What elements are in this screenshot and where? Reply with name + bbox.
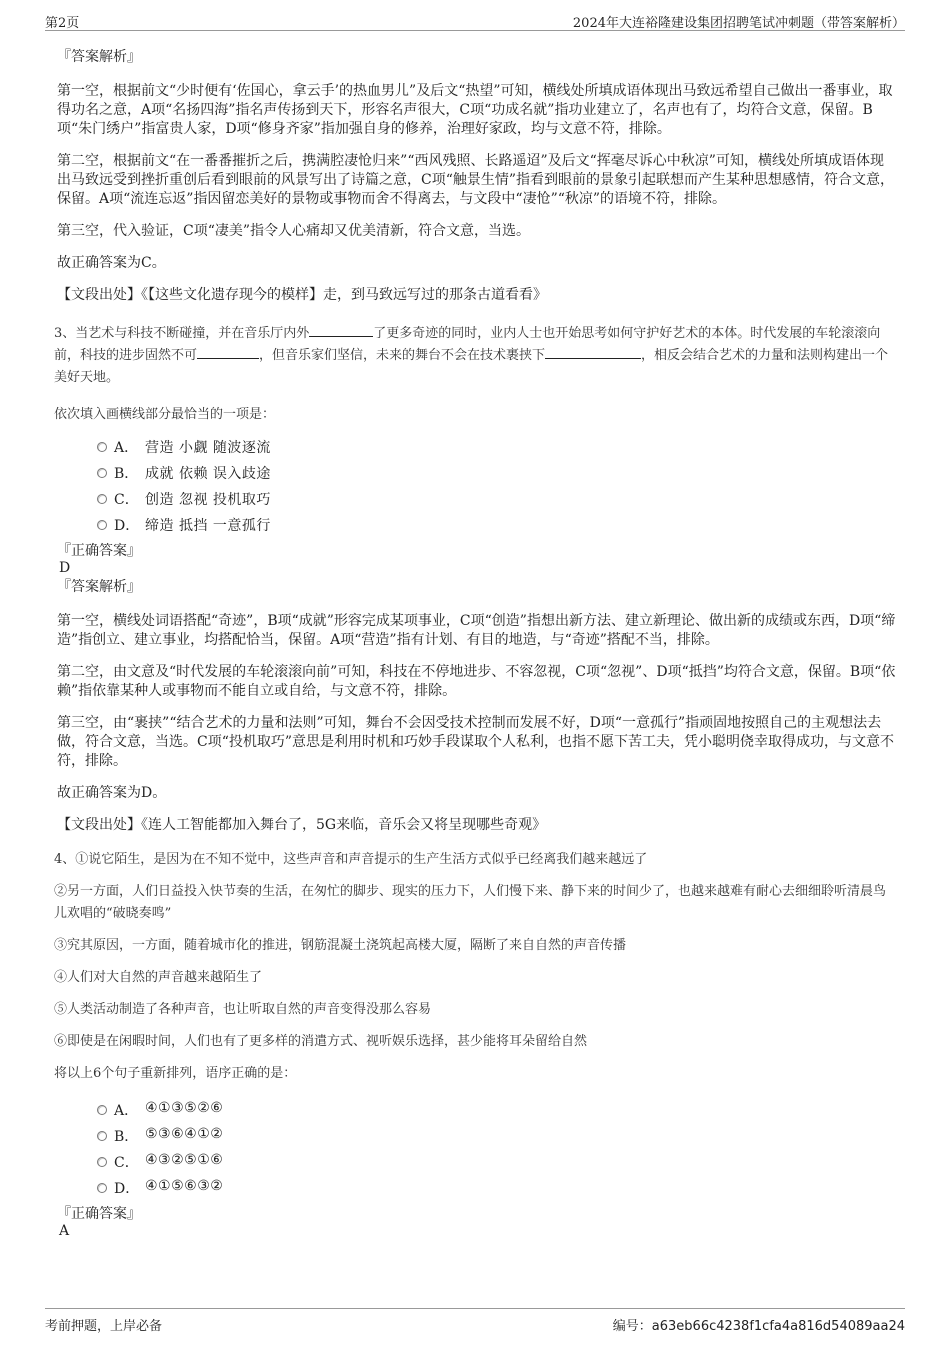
analysis-paragraph: 第三空，代入验证，C项“凄美”指令人心痛却又优美清新，符合文意，当选。	[57, 223, 531, 239]
option-b[interactable]: B． ⑤③⑥④①②	[57, 1125, 897, 1151]
analysis-paragraph: 故正确答案为C。	[57, 255, 166, 271]
fill-blank	[197, 346, 259, 359]
correct-answer: A	[59, 1223, 70, 1239]
sentence-item: ④人们对大自然的声音越来越陌生了	[54, 970, 263, 985]
radio-icon[interactable]	[97, 1183, 107, 1193]
sentence-item: ⑥即使是在闲暇时间，人们也有了更多样的消遣方式、视听娱乐选择，甚少能将耳朵留给自然	[54, 1034, 588, 1049]
radio-icon[interactable]	[97, 468, 107, 478]
document-id: 编号：a63eb66c4238f1cfa4a816d54089aa24	[612, 1319, 905, 1334]
sentence-item: 4、①说它陌生，是因为在不知不觉中，这些声音和声音提示的生产生活方式似乎已经离我们越来越远了	[54, 852, 648, 867]
page-header	[45, 8, 905, 31]
correct-answer-label: 『正确答案』	[57, 543, 141, 559]
analysis-paragraph: 第二空，根据前文“在一番番摧折之后，携满腔凄怆归来”“西风残照、长路遥迢”及后文“挥毫尽诉心中秋凉”可知，横线处所填成语体现出马致远受到挫折重创后看到眼前的风景写出了诗篇之意，C项“触景生情”指看到眼前的景象引起联想而产生某种思想感情，符合文意，保留。A项“流连忘返”指因留恋美好的景物或事物而舍不得离去，与文段中“凄怆”“秋凉”的语境不符，排除。	[57, 153, 895, 207]
radio-icon[interactable]	[97, 1131, 107, 1141]
option-b[interactable]: B． 成就 依赖 误入歧途	[57, 462, 897, 488]
analysis-paragraph: 第一空，横线处词语搭配“奇迹”，B项“成就”形容完成某项事业，C项“创造”指想出新方法、建立新理论、做出新的成绩或东西，D项“缔造”指创立、建立事业，均搭配恰当，保留。A项“营造”指有计划、有目的地造，与“奇迹”搭配不当，排除。	[57, 613, 896, 648]
radio-icon[interactable]	[97, 520, 107, 530]
fill-blank	[309, 324, 373, 337]
sentence-item: ③究其原因，一方面，随着城市化的推进，钢筋混凝土浇筑起高楼大厦，隔断了来自自然的声音传播	[54, 938, 627, 953]
radio-icon[interactable]	[97, 1105, 107, 1115]
question-prompt: 依次填入画横线部分最恰当的一项是：	[54, 407, 276, 422]
sentence-item: ⑤人类活动制造了各种声音，也让听取自然的声音变得没那么容易	[54, 1002, 432, 1017]
sentence-item: ②另一方面，人们日益投入快节奏的生活，在匆忙的脚步、现实的压力下，人们慢下来、静下来的时间少了，也越来越难有耐心去细细聆听清晨鸟儿欢唱的“破晓奏鸣”	[54, 884, 887, 921]
analysis-label: 『答案解析』	[57, 579, 141, 595]
question-prompt: 将以上6个句子重新排列，语序正确的是：	[54, 1066, 297, 1081]
option-d[interactable]: D． ④①⑤⑥③②	[57, 1177, 897, 1203]
option-c[interactable]: C． ④③②⑤①⑥	[57, 1151, 897, 1177]
source-citation: 【文段出处】《【这些文化遗存现今的模样】走，到马致远写过的那条古道看看》	[57, 287, 547, 303]
analysis-paragraph: 第三空，由“裹挟”“结合艺术的力量和法则”可知，舞台不会因受技术控制而发展不好，D项“一意孤行”指顽固地按照自己的主观想法去做，符合文意，当选。C项“投机取巧”意思是利用时机和巧妙手段谋取个人私利，也指不愿下苦工夫，凭小聪明侥幸取得成功，与文意不符，排除。	[57, 715, 895, 769]
fill-blank	[545, 346, 641, 359]
page-number: 第2页	[45, 16, 80, 31]
analysis-label: 『答案解析』	[57, 49, 141, 65]
option-a[interactable]: A． 营造 小觑 随波逐流	[57, 436, 897, 462]
option-c[interactable]: C． 创造 忽视 投机取巧	[57, 488, 897, 514]
page-footer	[45, 1308, 905, 1333]
correct-answer: D	[59, 560, 71, 576]
correct-answer-label: 『正确答案』	[57, 1206, 141, 1222]
analysis-paragraph: 故正确答案为D。	[57, 785, 167, 801]
footer-slogan: 考前押题，上岸必备	[45, 1319, 163, 1334]
question-stem: 3、当艺术与科技不断碰撞，并在音乐厅内外 了更多奇迹的同时，业内人士也开始思考如何守护好艺术的本体。时代发展的车轮滚滚向前，科技的进步固然不可 ，但音乐家们坚信，未来的舞台不会在技术裹挟下 ，相反会结合艺术的力量和法则构建出一个美好天地。	[54, 326, 889, 385]
radio-icon[interactable]	[97, 494, 107, 504]
main-content	[54, 40, 897, 1239]
analysis-paragraph: 第一空，根据前文“少时便有‘佐国心，拿云手’的热血男儿”及后文“热望”可知，横线处所填成语体现出马致远希望自己做出一番事业，取得功名之意，A项“名扬四海”指名声传扬到天下，形容名声很大，C项“功成名就”指功业建立了，名声也有了，均符合文意，保留。B项“朱门绣户”指富贵人家，D项“修身齐家”指加强自身的修养，治理好家政，均与文意不符，排除。	[57, 83, 893, 137]
option-a[interactable]: A． ④①③⑤②⑥	[57, 1099, 897, 1125]
radio-icon[interactable]	[97, 1157, 107, 1167]
document-title: 2024年大连裕隆建设集团招聘笔试冲刺题（带答案解析）	[572, 16, 905, 31]
source-citation: 【文段出处】《连人工智能都加入舞台了，5G来临，音乐会又将呈现哪些奇观》	[57, 817, 547, 833]
radio-icon[interactable]	[97, 442, 107, 452]
analysis-paragraph: 第二空，由文意及“时代发展的车轮滚滚向前”可知，科技在不停地进步、不容忽视，C项“忽视”、D项“抵挡”均符合文意，保留。B项“依赖”指依靠某种人或事物而不能自立或自给，与文意不符，排除。	[57, 664, 896, 699]
option-d[interactable]: D． 缔造 抵挡 一意孤行	[57, 514, 897, 540]
